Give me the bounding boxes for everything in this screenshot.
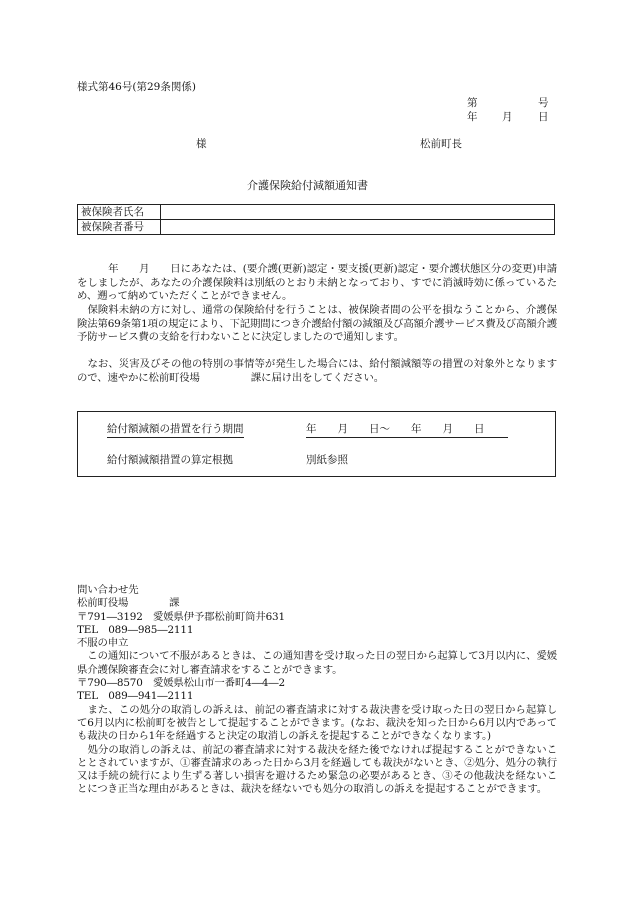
body-paragraph-1: 年 月 日にあなたは、(要介護(更新)認定・要支援(更新)認定・要介護状態区分の変更)申請をしましたが、あなたの介護保険料は別紙のとおり未納となっており、すでに消滅時効に係っているため、遡って納めていただくことができません。 <box>77 263 557 303</box>
date-year: 年 <box>467 111 478 123</box>
contact-office: 松前町役場 課 <box>77 597 180 610</box>
measure-box <box>77 411 556 477</box>
table-row <box>78 205 555 220</box>
appeal-tel: TEL 089―941―2111 <box>77 690 194 703</box>
contact-address: 〒791―3192 愛媛県伊予郡松前町筒井631 <box>77 610 285 623</box>
date-day: 日 <box>538 111 549 123</box>
appeal-paragraph-2: また、この処分の取消しの訴えは、前記の審査請求に対する裁決書を受け取った日の翌日から起算して6月以内に松前町を被告として提起することができます。(なお、裁決を知った日から6月以内であっても裁決の日から1年を経過すると決定の取消しの訴えを提起することができなくなります。) <box>77 703 557 743</box>
contact-tel: TEL 089―985―2111 <box>77 623 194 636</box>
sender-name: 松前町長 <box>420 138 462 150</box>
basis-value: 別紙参照 <box>306 454 348 466</box>
document-number-suffix: 号 <box>538 97 549 109</box>
appeal-address: 〒790―8570 愛媛県松山市一番町4―4―2 <box>77 677 285 690</box>
contact-section <box>77 584 557 797</box>
basis-label: 給付額減額措置の算定根拠 <box>107 454 233 466</box>
addressee-suffix: 様 <box>196 138 207 150</box>
date-month: 月 <box>502 111 513 123</box>
insured-number-label: 被保険者番号 <box>78 220 161 235</box>
document-number-prefix: 第 <box>467 97 478 109</box>
form-number: 様式第46号(第29条関係) <box>77 81 196 93</box>
body-paragraph-2: 保険料未納の方に対し、通常の保険給付を行うことは、被保険者間の公平を損なうことから、介護保険法第69条第1項の規定により、下記期間につき介護給付額の減額及び高額介護サービス費及び高額介護予防サービス費の支給を行わないことに決定しましたので通知します。 <box>77 304 557 344</box>
appeal-paragraph-1: この通知について不服があるときは、この通知書を受け取った日の翌日から起算して3月以内に、愛媛県介護保険審査会に対し審査請求をすることができます。 <box>77 650 557 676</box>
period-value: 年 月 日～ 年 月 日 <box>306 423 508 438</box>
appeal-paragraph-3: 処分の取消しの訴えは、前記の審査請求に対する裁決を経た後でなければ提起することができないこととされていますが、①審査請求のあった日から3月を経過しても裁決がないとき、②処分、処分の執行又は手続の続行により生ずる著しい損害を避けるため緊急の必要があるとき、③その他裁決を経ないことにつき正当な理由があるときは、裁決を経ないでも処分の取消しの訴えを提起することができます。 <box>77 743 557 796</box>
insured-name-label: 被保険者氏名 <box>78 205 161 220</box>
insured-name-value <box>161 205 555 220</box>
body-paragraph-3: なお、災害及びその他の特別の事情等が発生した場合には、給付額減額等の措置の対象外となりますので、速やかに松前町役場 課に届け出をしてください。 <box>77 358 557 384</box>
insured-info-table <box>77 204 555 235</box>
insured-number-value <box>161 220 555 235</box>
period-label: 給付額減額の措置を行う期間 <box>107 423 244 438</box>
table-row <box>78 220 555 235</box>
appeal-heading: 不服の申立 <box>77 637 129 650</box>
document-title: 介護保険給付減額通知書 <box>247 179 368 192</box>
contact-heading: 問い合わせ先 <box>77 584 139 596</box>
